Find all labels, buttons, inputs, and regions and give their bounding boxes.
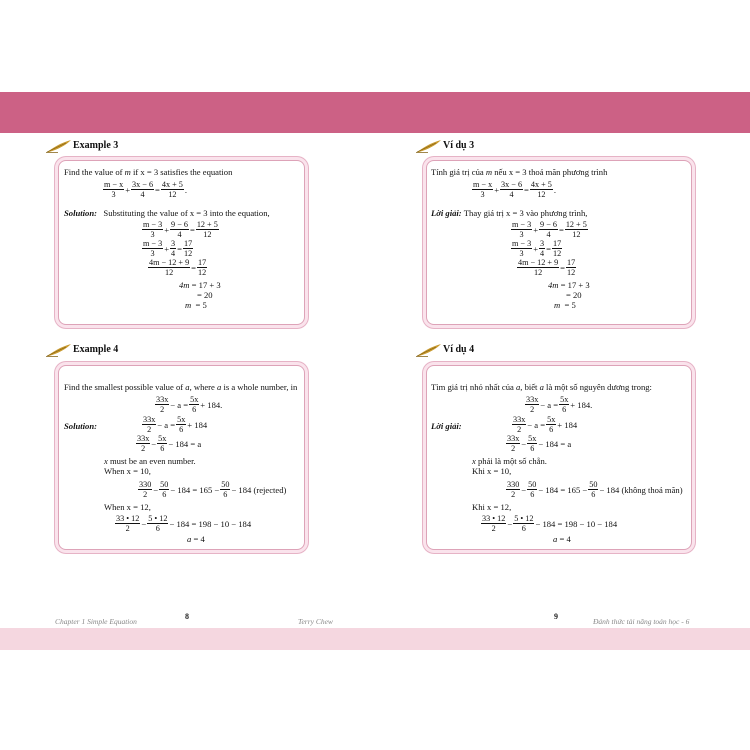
example-3-step-2: $\frac{m - 3}{3}$ + $\frac{3}{4}$ = $\frac{17}{12}$ xyxy=(143,239,193,258)
example-4-calc-10: $\frac{330}{2}$ − $\frac{50}{6}$ − 184 = 165 − $\frac{50}{6}$ − 184 (rejected) xyxy=(139,480,287,499)
example-4-when-12: When x = 12, xyxy=(104,502,151,512)
vi-du-4-when-12: Khi x = 12, xyxy=(472,502,512,512)
vi-du-4-card xyxy=(426,365,692,550)
vi-du-4-calc-10: $\frac{330}{2}$ − $\frac{50}{6}$ − 184 = 165 − $\frac{50}{6}$ − 184 (không thoả mãn) xyxy=(507,480,683,499)
example-3-solution-intro: Solution: Substituting the value of x = 3 into the equation, xyxy=(64,208,270,218)
quill-icon xyxy=(416,343,442,357)
example-3-step-1: $\frac{m - 3}{3}$ + $\frac{9 - 6}{4}$ = $\frac{12 + 5}{12}$ xyxy=(143,220,218,239)
vi-du-4-even-note: x phải là một số chẵn. xyxy=(472,456,547,466)
quill-icon xyxy=(46,343,72,357)
example-4-equation: $\frac{33x}{2}$ − a = $\frac{5x}{6}$ + 184. xyxy=(156,395,223,414)
example-4-prompt: Find the smallest possible value of a, where a is a whole number, in xyxy=(64,382,298,392)
vi-du-3-card xyxy=(426,160,692,325)
example-3-prompt: Find the value of m if x = 3 satisfies the equation xyxy=(64,167,233,177)
page-number-left: 8 xyxy=(185,612,189,621)
vi-du-3-step-4: 4m = 17 + 3 xyxy=(548,280,590,290)
bottom-pink-band xyxy=(0,628,750,650)
example-3-step-4: 4m = 17 + 3 xyxy=(179,280,221,290)
example-3-card xyxy=(58,160,305,325)
footer-chapter: Chapter 1 Simple Equation xyxy=(55,617,137,626)
vi-du-4-equation: $\frac{33x}{2}$ − a = $\frac{5x}{6}$ + 184. xyxy=(526,395,593,414)
vi-du-4-calc-12: $\frac{33 • 12}{2}$ − $\frac{5 • 12}{6}$ − 184 = 198 − 10 − 184 xyxy=(482,514,618,533)
example-3-step-6: m = 5 xyxy=(185,300,207,310)
example-3-step-5: = 20 xyxy=(197,290,213,300)
example-4-card xyxy=(58,365,305,550)
example-4-when-10: When x = 10, xyxy=(104,466,151,476)
vi-du-3-step-2: $\frac{m - 3}{3}$ + $\frac{3}{4}$ = $\frac{17}{12}$ xyxy=(512,239,562,258)
example-3-equation: $\frac{m - x}{3}$ + $\frac{3x - 6}{4}$ = $\frac{4x + 5}{12}$ . xyxy=(104,180,188,199)
vi-du-4-solution-label: Lời giải: xyxy=(431,421,462,431)
example-4-step-2: $\frac{33x}{2}$ − $\frac{5x}{6}$ − 184 = a xyxy=(137,434,202,453)
example-4-heading: Example 4 xyxy=(46,343,118,357)
example-4-solution-label: Solution: xyxy=(64,421,97,431)
example-4-calc-12: $\frac{33 • 12}{2}$ − $\frac{5 • 12}{6}$ − 184 = 198 − 10 − 184 xyxy=(116,514,252,533)
vi-du-3-step-5: = 20 xyxy=(566,290,582,300)
example-4-answer: a = 4 xyxy=(187,534,205,544)
example-3-heading: Example 3 xyxy=(46,139,118,153)
quill-icon xyxy=(416,139,442,153)
example-3-step-3: $\frac{4m - 12 + 9}{12}$ = $\frac{17}{12}$ xyxy=(149,258,207,277)
vi-du-4-when-10: Khi x = 10, xyxy=(472,466,512,476)
vi-du-3-prompt: Tính giá trị của m nếu x = 3 thoả mãn phương trình xyxy=(431,167,608,177)
footer-author: Terry Chew xyxy=(298,617,333,626)
page-number-right: 9 xyxy=(554,612,558,621)
vi-du-3-step-1: $\frac{m - 3}{3}$ + $\frac{9 - 6}{4}$ = $\frac{12 + 5}{12}$ xyxy=(512,220,587,239)
vi-du-3-heading: Ví dụ 3 xyxy=(416,139,474,153)
vi-du-4-prompt: Tìm giá trị nhỏ nhất của a, biết a là một số nguyên dương trong: xyxy=(431,382,652,392)
vi-du-3-step-6: m = 5 xyxy=(554,300,576,310)
vi-du-4-heading: Ví dụ 4 xyxy=(416,343,474,357)
top-pink-band xyxy=(0,92,750,133)
quill-icon xyxy=(46,139,72,153)
example-4-even-note: x must be an even number. xyxy=(104,456,196,466)
vi-du-4-step-2: $\frac{33x}{2}$ − $\frac{5x}{6}$ − 184 = a xyxy=(507,434,572,453)
vi-du-3-solution-intro: Lời giải: Thay giá trị x = 3 vào phương trình, xyxy=(431,208,588,218)
example-4-step-1: $\frac{33x}{2}$ − a = $\frac{5x}{6}$ + 184 xyxy=(143,415,208,434)
vi-du-3-equation: $\frac{m - x}{3}$ + $\frac{3x - 6}{4}$ = $\frac{4x + 5}{12}$ . xyxy=(473,180,557,199)
footer-book-title: Đánh thức tài năng toán học - 6 xyxy=(593,617,690,626)
vi-du-4-answer: a = 4 xyxy=(553,534,571,544)
vi-du-4-step-1: $\frac{33x}{2}$ − a = $\frac{5x}{6}$ + 184 xyxy=(513,415,578,434)
vi-du-3-step-3: $\frac{4m - 12 + 9}{12}$ = $\frac{17}{12}$ xyxy=(518,258,576,277)
